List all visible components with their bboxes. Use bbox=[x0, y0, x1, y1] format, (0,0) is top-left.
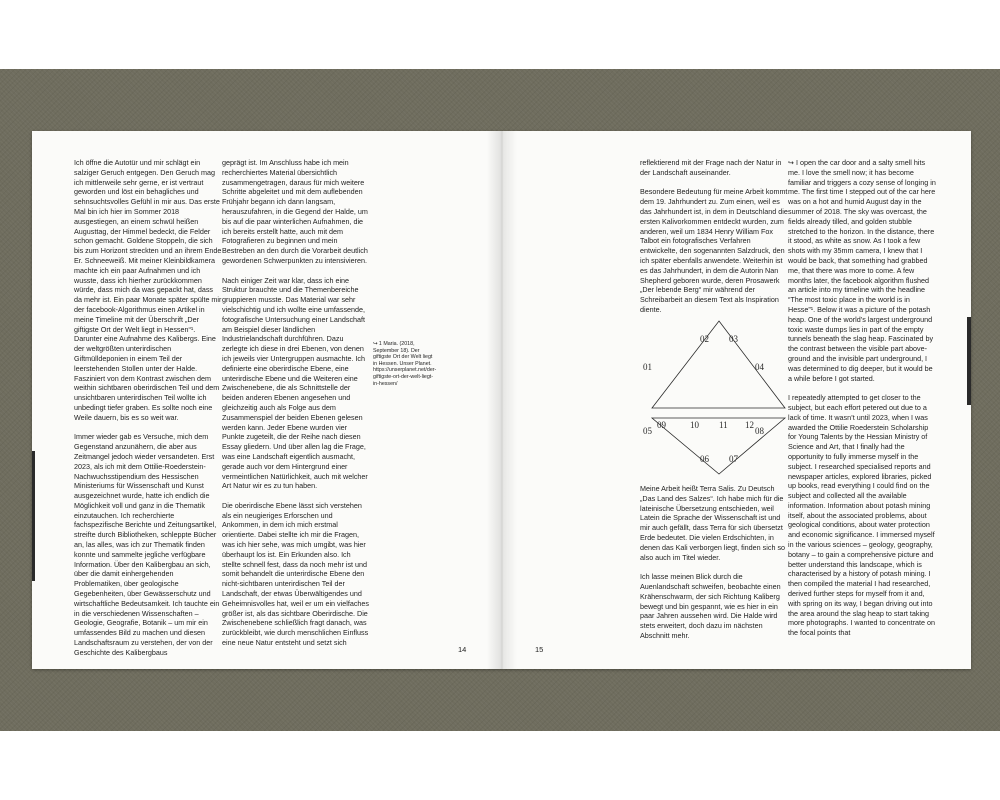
paragraph: I repeatedly attempted to get closer to the subject, but each effort petered out due to a lack of time. It wasn’t until 2023, when I was awarded the Ottilie Roederstein Scholarship for Young Talents by the Hessian Ministry of Science and Art, that I finally had the opportunity to fully immerse myself in the subject. I researched specialised reports and newspaper articles, explored libraries, picked up books, read everything I could find on the subject and collected all the available information. Information about potash mining itself, about the associated problems, about geological conditions, about water protection and economic significance. I immersed myself in the various sciences – geology, geography, botany – to gain a comprehensive picture and better understand this landscape, which is characterised by a history of potash mining. I then compiled the material I had researched, derived further steps for myself from it and, with spring on its way, I began driving out into the area around the slag heap to start taking more photographs. I wanted to concentrate on the focal points that bbox=[788, 393, 936, 638]
diagram-label-09: 09 bbox=[657, 420, 666, 430]
paragraph: Meine Arbeit heißt Terra Salis. Zu Deutsch „Das Land des Salzes“. Ich habe mich für die lateinische Übersetzung entschieden, weil Latein die Sprache der Wissenschaft ist und mir auch gefällt, dass Terra für sich übersetzt Erde bedeutet. Die vielen Erdschichten, in denen das Kali verborgen liegt, finden sich so also auch im Titel wieder. bbox=[640, 484, 786, 562]
paragraph: Die oberirdische Ebene lässt sich verstehen als ein neugieriges Erforschen und Ankommen, in dem ich mich erstmal orientierte. Dabei stellte ich mir die Fragen, was ich hier sehe, was mich umgibt, was hier überhaupt los ist. Ein Erkunden also. Ich stellte schnell fest, dass da noch mehr ist und somit behandelt die unterirdische Ebene den nicht-sichtbaren unterirdischen Teil der Landschaft, der etwas Überwältigendes und Geheimnisvolles hat, weil er um ein vielfaches größer ist, als das sichtbare Oberirdische. Die Zwischenebene schließlich fragt danach, was zurückbleibt, wie durch menschlichen Einfluss eine neue Natur entsteht und setzt sich bbox=[222, 500, 370, 648]
paragraph: Ich öffne die Autotür und mir schlägt ein salziger Geruch entgegen. Den Geruch mag ich mittlerweile sehr gerne, er ist vertraut geworden und löst ein behagliches und sehnsuchtsvolles Gefühl in mir aus. Das erste Mal bin ich hier im Sommer 2018 ausgestiegen, an einem schwül heißen Augusttag, der Himmel bedeckt, die Felder schon gemacht. Goldene Stoppeln, die sich bis zum Horizont streckten und an ihrem Ende Er. Schneeweiß. Mit meiner Kleinbildkamera machte ich ein paar Aufnahmen und ich wusste, dass ich hierher zurückkommen würde, dass mich da was gepackt hat, dass da mehr ist. Ein paar Monate später spülte mir der facebook-Algorithmus einen Artikel in meine Timeline mit der Überschrift „Der giftigste Ort der Welt liegt in Hessen“¹. Darunter eine Aufnahme des Kalibergs. Eine der weltgrößten unterirdischen Giftmülldeponien in einem Teil der leerstehenden Stollen unter der Halde. Fasziniert von dem Kontrast zwischen dem weithin sichtbaren oberirdischen Teil und dem unsichtbaren unterirdischen Teil wollte ich unbedingt tiefer graben. Es sollte noch eine Weile dauern, bis es so weit war. bbox=[74, 158, 222, 422]
paragraph: Ich lasse meinen Blick durch die Auenlandschaft schweifen, beobachte einen Krähenschwarm, der sich Richtung Kaliberg bewegt und bin gespannt, wie es hier in ein paar Jahren aussehen wird. Die Halde wird stets erweitert, doch dazu im nächsten Abschnitt mehr. bbox=[640, 572, 781, 640]
levels-diagram bbox=[640, 317, 790, 475]
page-number: 14 bbox=[458, 645, 467, 654]
photo-strip-edge bbox=[32, 451, 35, 581]
diagram-label-11: 11 bbox=[719, 420, 728, 430]
diagram-label-04: 04 bbox=[755, 362, 764, 372]
footnote: ↪ 1 Maria. (2018, September 18). Der giftigste Ort der Welt liegt in Hessen. Unser Planet. https://unserplanet.net/der-giftigste-ort-der-welt-liegt-in-hessen/ bbox=[373, 341, 437, 387]
diagram-label-08: 08 bbox=[755, 426, 764, 436]
paragraph: ↪ I open the car door and a salty smell hits me. I love the smell now; it has become familiar and triggers a cozy sense of longing in me. The first time I stepped out of the car here was on a hot and humid August day in the summer of 2018. The sky was overcast, the fields already tilled, and golden stubble stretched to the horizon. In the distance, there it stood, as white as snow. As I took a few shots with my 35mm camera, I knew that I would be back, that something had grabbed me, that there was more to come. A few months later, the facebook algorithm flushed an article into my timeline with the headline “The most toxic place in the world is in Hesse”¹. Below it was a picture of the potash heap. One of the world’s largest underground toxic waste dumps lies in part of the empty tunnels beneath the slag heap. Fascinated by the contrast between the visible part above-ground and the invisible part underground, I was determined to dig deeper, but it would be a while before I got started. bbox=[788, 158, 936, 383]
diagram-label-03: 03 bbox=[729, 334, 738, 344]
diagram-label-12: 12 bbox=[745, 420, 754, 430]
left-page bbox=[32, 131, 502, 669]
left-page-column-1 bbox=[74, 158, 222, 667]
diagram-label-06: 06 bbox=[700, 454, 709, 464]
paragraph: Nach einiger Zeit war klar, dass ich eine Struktur brauchte und die Themenbereiche gruppieren musste. Das Material war sehr vielschichtig und ich wollte eine umfassende, fotografische Untersuchung einer Landschaft am Beispiel dieser ländlichen Industrielandschaft durchführen. Dazu zerlegte ich diese in drei Ebenen, von denen ich jeweils vier Untergruppen ausmachte. Ich definierte eine oberirdische Ebene, eine unterirdische Ebene und die Weiteren eine Zwischenebene, die als Schnittstelle der beiden anderen Ebenen angesehen und gleichzeitig auch als Folge aus dem Zusammenspiel der beiden Ebenen gelesen werden kann. Jeder Ebene wurden vier Punkte zugeteilt, die der Reihe nach diesen Essay gliedern. Und über allen lag die Frage, was eine Landschaft eigentlich ausmacht, gerade auch vor dem Hintergrund einer vermeintlichen Natürlichkeit, auch mit welcher Art Natur wir es zu tun haben. bbox=[222, 275, 368, 491]
paragraph: reflektierend mit der Frage nach der Natur in der Landschaft auseinander. bbox=[640, 158, 782, 177]
open-book-spread bbox=[32, 131, 971, 669]
left-page-column-2 bbox=[222, 158, 370, 658]
diagram-label-10: 10 bbox=[690, 420, 699, 430]
paragraph: Immer wieder gab es Versuche, mich dem Gegenstand anzunähern, die aber aus Zeitmangel jedoch wieder versandeten. Erst 2023, als ich mit dem Ottilie-Roederstein-Nachwuchsstipendium des Hessischen Ministeriums für Wissenschaft und Kunst ausgezeichnet wurde, hatte ich endlich die Möglichkeit voll und ganz in die Thematik einzutauchen. Ich recherchierte fachspezifische Berichte und Zeitungsartikel, streifte durch Bibliotheken, schleppte Bücher an, las alles, was ich zur Thematik finden konnte und sammelte jegliche verfügbare Information. Über den Kalibergbau an sich, über die damit einhergehenden Problematiken, über geologische Gegebenheiten, über Gewässerschutz und wirtschaftliche Bedeutsamkeit. Ich tauchte ein in die verschiedenen Wissenschaften – Geologie, Geografie, Botanik – um mir ein umfassendes Bild zu machen und diesen Landschaftsraum zu verstehen, der von der Geschichte des Kalibergbaus bbox=[74, 432, 220, 657]
diagram-label-07: 07 bbox=[729, 454, 738, 464]
right-page-column-1-top bbox=[640, 158, 788, 325]
diagram-label-02: 02 bbox=[700, 334, 709, 344]
right-page bbox=[502, 131, 971, 669]
right-page-column-2 bbox=[788, 158, 936, 648]
right-page-column-1-bottom bbox=[640, 484, 788, 651]
upper-level-triangle bbox=[652, 321, 785, 408]
paragraph: Besondere Bedeutung für meine Arbeit kommt dem 19. Jahrhundert zu. Zum einen, weil es das Jahrhundert ist, in dem in Deutschland die ersten Kalivorkommen entdeckt wurden, zum anderen, weil um 1834 Henry William Fox Talbot ein fotografisches Verfahren entwickelte, den sogenannten Salzdruck, den ich später ebenfalls anwendete. Weiterhin ist es das Jahrhundert, in dem die Autorin Nan Shepherd geboren wurde, deren Prosawerk „Der lebende Berg“ mir während der Schreibarbeit an diesem Text als Inspiration diente. bbox=[640, 187, 788, 314]
paragraph: geprägt ist. Im Anschluss habe ich mein recherchiertes Material übersichtlich zusammengetragen, daraus für mich weitere Schritte abgeleitet und mit dem auflebenden Frühjahr begann ich dann langsam, herauszufahren, in die Gegend der Halde, um bis auf die paar winterlichen Aufnahmen, die ich bereits erstellt hatte, auch mit dem Fotografieren zu beginnen und mein Bestreben an den durch die Vorarbeit deutlich gewordenen Schwerpunkten zu intensivieren. bbox=[222, 158, 368, 265]
diagram-label-05: 05 bbox=[643, 426, 652, 436]
photo-strip-edge bbox=[967, 317, 971, 405]
diagram-label-01: 01 bbox=[643, 362, 652, 372]
page-number: 15 bbox=[535, 645, 544, 654]
